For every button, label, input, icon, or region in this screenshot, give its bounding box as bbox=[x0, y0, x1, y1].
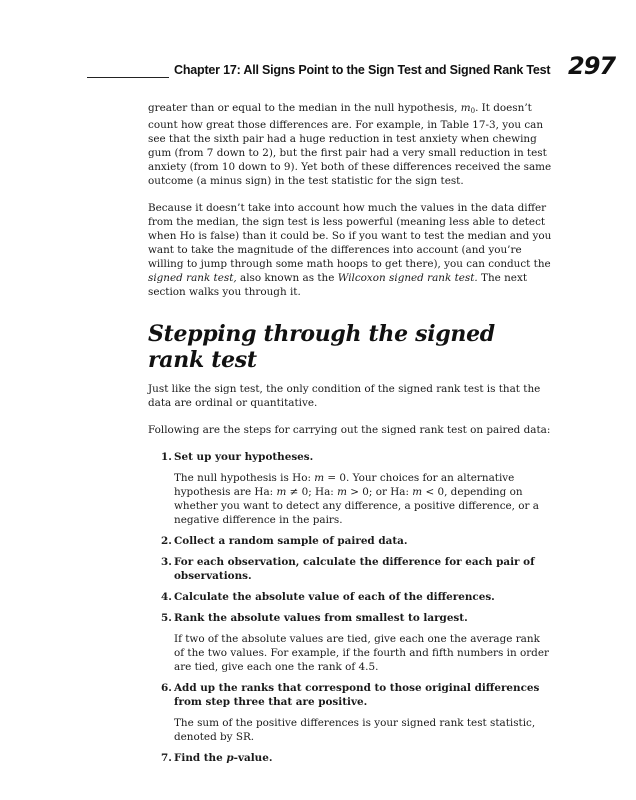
section-heading: Stepping through the signed rank test bbox=[148, 321, 495, 373]
header-rule bbox=[87, 77, 169, 78]
step-description: The sum of the positive differences is your signed rank test statistic, denoted by SR. bbox=[174, 717, 536, 743]
step-item bbox=[148, 590, 553, 604]
section-paragraph-2: Following are the steps for carrying out the signed rank test on paired data: bbox=[148, 424, 551, 436]
page-body bbox=[148, 101, 553, 772]
step-item bbox=[148, 450, 553, 527]
step-title: Set up your hypotheses. bbox=[174, 451, 314, 463]
step-title: Collect a random sample of paired data. bbox=[174, 535, 408, 547]
step-description: If two of the absolute values are tied, give each one the average rank of the two values. For example, if the fourth and fifth numbers in order are tied, give each one the rank of 4.5. bbox=[174, 633, 549, 673]
intro-paragraph-2: Because it doesn’t take into account how much the values in the data differ from the median, the sign test is less powerful (meaning less able to detect when Ho is false) than it could be. So if you want to test the median and you want to take the magnitude of the differences into account (and you’re willing to jump through some math hoops to get there), you can conduct the signed rank test, also known as the Wilcoxon signed rank test. The next section walks you through it. bbox=[148, 202, 552, 298]
step-description: The null hypothesis is Ho: m = 0. Your choices for an alternative hypothesis are Ha: m ≠ 0; Ha: m > 0; or Ha: m < 0, depending on whether you want to detect any difference, a positive difference, or a negative difference in the pairs. bbox=[174, 472, 539, 526]
intro-paragraph-1: greater than or equal to the median in the null hypothesis, $m_0$. It doesn’t count how great those differences are. For example, in Table 17-3, you can see that the sixth pair had a huge reduction in test anxiety when chewing gum (from 7 down to 2), but the first pair had a very small reduction in test anxiety (from 10 down to 9). Yet both of these differences received the same outcome (a minus sign) in the test statistic for the sign test. bbox=[148, 102, 552, 187]
step-item bbox=[148, 611, 553, 674]
step-title: For each observation, calculate the difference for each pair of observations. bbox=[174, 556, 535, 582]
step-number: 4. bbox=[161, 591, 172, 603]
step-title: Add up the ranks that correspond to those original differences from step three that are positive. bbox=[174, 682, 540, 708]
steps-list bbox=[148, 450, 553, 765]
step-number: 2. bbox=[161, 535, 172, 547]
step-title: Find the p-value. bbox=[174, 752, 273, 764]
page-header bbox=[0, 0, 636, 95]
step-number: 1. bbox=[161, 451, 172, 463]
step-number: 5. bbox=[161, 612, 172, 624]
step-number: 6. bbox=[161, 682, 172, 694]
step-title: Calculate the absolute value of each of the differences. bbox=[174, 591, 495, 603]
step-title: Rank the absolute values from smallest to largest. bbox=[174, 612, 468, 624]
page-number: 297 bbox=[568, 52, 616, 80]
step-item bbox=[148, 534, 553, 548]
chapter-title: Chapter 17: All Signs Point to the Sign Test and Signed Rank Test bbox=[174, 63, 551, 77]
step-item bbox=[148, 555, 553, 583]
step-number: 7. bbox=[161, 752, 172, 764]
section-paragraph-1: Just like the sign test, the only condition of the signed rank test is that the data are ordinal or quantitative. bbox=[148, 383, 541, 409]
step-item bbox=[148, 751, 553, 765]
step-number: 3. bbox=[161, 556, 172, 568]
step-item bbox=[148, 681, 553, 744]
